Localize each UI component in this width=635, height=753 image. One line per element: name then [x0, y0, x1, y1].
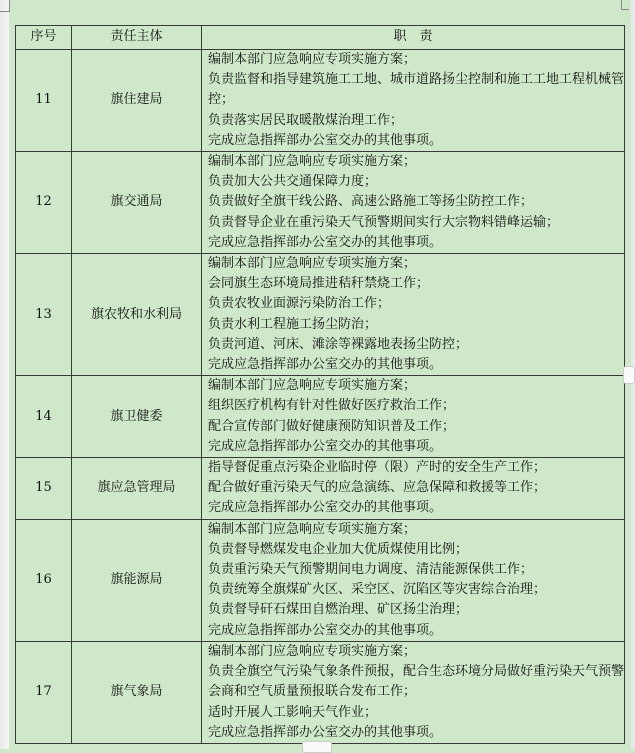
- row-seq: 17: [16, 641, 72, 743]
- header-entity: 责任主体: [72, 26, 202, 50]
- duty-item: 负责河道、河床、滩涂等裸露地表扬尘防控；: [208, 336, 469, 352]
- row-seq: 13: [16, 254, 72, 376]
- header-duties: 职 责: [202, 26, 625, 50]
- duty-item: 组织医疗机构有针对性做好医疗救治工作；: [208, 398, 456, 414]
- duty-item: 负责全旗空气污染气象条件预报，配合生态环境分局做好重污染天气预警会商和空气质量预报联合发布工作；: [208, 664, 625, 700]
- row-entity: 旗气象局: [72, 641, 202, 743]
- row-duties: [202, 50, 625, 152]
- row-seq: 11: [16, 50, 72, 152]
- page-left-edge: [0, 0, 9, 749]
- table-row: [16, 641, 625, 743]
- responsibility-table: [15, 25, 625, 744]
- duty-item: 负责重污染天气预警期间电力调度、清洁能源保供工作；: [208, 562, 534, 578]
- duty-item: 编制本部门应急响应专项实施方案；: [208, 154, 417, 170]
- duty-item: 完成应急指挥部办公室交办的其他事项。: [208, 622, 443, 638]
- duty-item: 完成应急指挥部办公室交办的其他事项。: [208, 234, 443, 250]
- duty-item: 配合宣传部门做好健康预防知识普及工作；: [208, 418, 456, 434]
- table-header-row: [16, 26, 625, 50]
- duty-item: 负责做好全旗干线公路、高速公路施工等扬尘防控工作；: [208, 194, 534, 210]
- row-entity: 旗应急管理局: [72, 458, 202, 520]
- bottom-scroll-handle[interactable]: [302, 741, 332, 753]
- row-duties: [202, 254, 625, 376]
- row-duties: [202, 376, 625, 458]
- duty-item: 负责统筹全旗煤矿火区、采空区、沉陷区等灾害综合治理；: [208, 582, 547, 598]
- page-corner-mark-right: [621, 0, 629, 10]
- row-duties: [202, 152, 625, 254]
- duty-item: 负责督导矸石煤田自燃治理、矿区扬尘治理；: [208, 602, 469, 618]
- page-corner-mark: [0, 0, 10, 12]
- duty-item: 编制本部门应急响应专项实施方案；: [208, 643, 417, 659]
- duty-item: 编制本部门应急响应专项实施方案；: [208, 52, 417, 67]
- duty-item: 负责加大公共交通保障力度；: [208, 174, 378, 190]
- duty-item: 指导督促重点污染企业临时停（限）产时的安全生产工作；: [208, 460, 547, 476]
- row-entity: 旗能源局: [72, 519, 202, 641]
- row-entity: 旗住建局: [72, 50, 202, 152]
- row-entity: 旗农牧和水利局: [72, 254, 202, 376]
- duty-item: 编制本部门应急响应专项实施方案；: [208, 256, 417, 272]
- duty-item: 完成应急指挥部办公室交办的其他事项。: [208, 500, 443, 516]
- table-row: [16, 254, 625, 376]
- row-duties: [202, 641, 625, 743]
- duty-item: 负责水利工程施工扬尘防治；: [208, 316, 378, 332]
- row-seq: 14: [16, 376, 72, 458]
- row-entity: 旗交通局: [72, 152, 202, 254]
- duty-item: 负责农牧业面源污染防治工作；: [208, 296, 391, 312]
- table-row: [16, 519, 625, 641]
- table-row: [16, 50, 625, 152]
- duty-item: 负责督导企业在重污染天气预警期间实行大宗物料错峰运输；: [208, 214, 560, 230]
- row-seq: 12: [16, 152, 72, 254]
- table-row: [16, 458, 625, 520]
- duty-item: 完成应急指挥部办公室交办的其他事项。: [208, 438, 443, 454]
- duty-item: 完成应急指挥部办公室交办的其他事项。: [208, 724, 443, 740]
- duty-item: 完成应急指挥部办公室交办的其他事项。: [208, 132, 443, 148]
- row-duties: [202, 519, 625, 641]
- table-row: [16, 376, 625, 458]
- row-seq: 16: [16, 519, 72, 641]
- duty-item: 编制本部门应急响应专项实施方案；: [208, 378, 417, 394]
- duty-item: 负责督导燃煤发电企业加大优质煤使用比例；: [208, 541, 469, 557]
- duty-item: 负责落实居民取暖散煤治理工作；: [208, 112, 404, 128]
- page-top-margin: [0, 0, 635, 14]
- duty-item: 适时开展人工影响天气作业；: [208, 704, 378, 720]
- table-row: [16, 152, 625, 254]
- duty-item: 配合做好重污染天气的应急演练、应急保障和救援等工作；: [208, 480, 547, 496]
- row-entity: 旗卫健委: [72, 376, 202, 458]
- duty-item: 编制本部门应急响应专项实施方案；: [208, 521, 417, 537]
- row-duties: [202, 458, 625, 520]
- duty-item: 完成应急指挥部办公室交办的其他事项。: [208, 357, 443, 373]
- row-seq: 15: [16, 458, 72, 520]
- side-scroll-handle[interactable]: [623, 366, 635, 384]
- header-seq: 序号: [16, 26, 72, 50]
- duty-item: 会同旗生态环境局推进秸秆禁烧工作；: [208, 276, 430, 292]
- duty-item: 负责监督和指导建筑施工工地、城市道路扬尘控制和施工工地工程机械管控；: [208, 72, 625, 108]
